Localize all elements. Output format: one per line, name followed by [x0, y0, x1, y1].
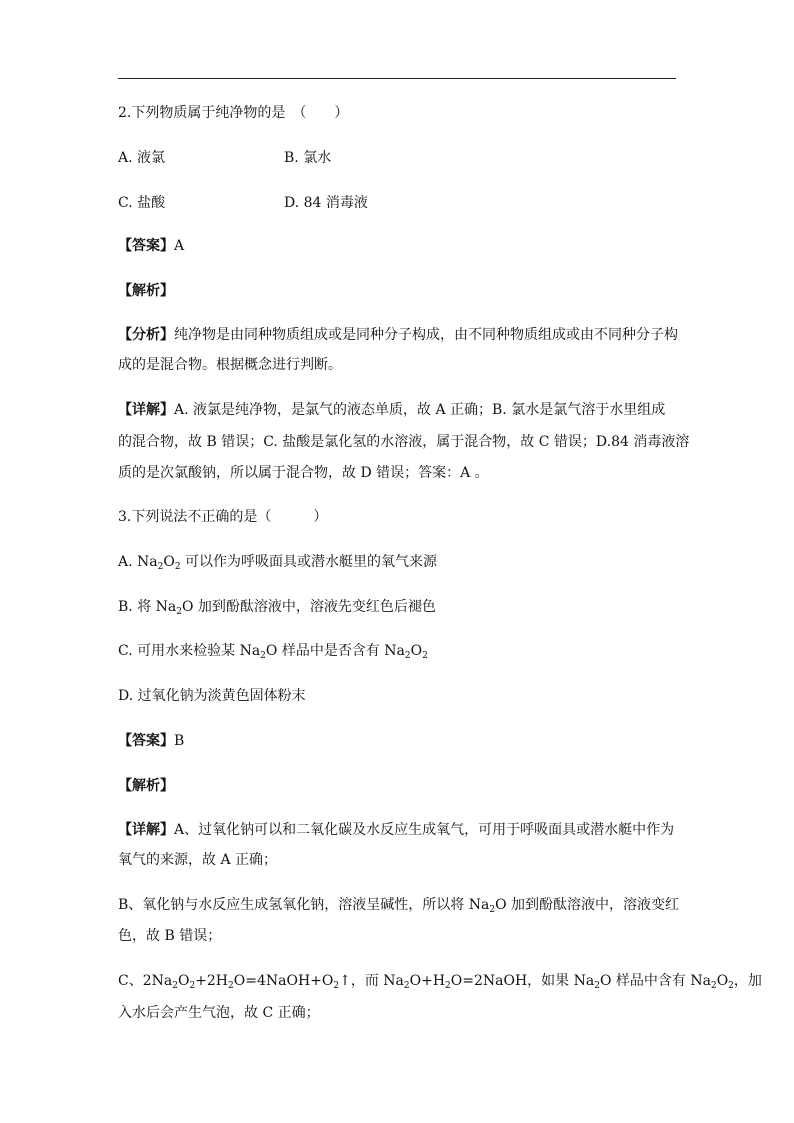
- q2-option-d: D. 84 消毒液: [284, 195, 368, 211]
- q2-fenxi-line-1: [118, 326, 678, 344]
- q3-option-b: B. 将 $Na_2O$ 加到酚酞溶液中，溶液先变红色后褪色: [118, 599, 436, 617]
- answer-tag: 【答案】: [118, 238, 174, 254]
- detail-text: A. 液氯是纯净物，是氯气的液态单质，故 A 正确；B. 氯水是氯气溶于水里组成: [174, 402, 666, 418]
- answer-value: B: [174, 733, 185, 749]
- q2-detail-line-3: 质的是次氯酸钠，所以属于混合物，故 D 错误；答案：A 。: [118, 465, 489, 481]
- q3-stem: 3.下列说法不正确的是（ ）: [118, 509, 328, 525]
- q2-answer: [118, 237, 184, 255]
- q3-detail-line-2: 氧气的来源，故 A 正确；: [118, 852, 278, 868]
- q3-option-d: D. 过氧化钠为淡黄色固体粉末: [118, 688, 306, 704]
- q3-detail-b-line-1: B、氧化钠与水反应生成氢氧化钠，溶液呈碱性，所以将 $Na_2O$ 加到酚酞溶液中，溶液变红: [118, 897, 680, 915]
- q3-detail-c-line-2: 入水后会产生气泡，故 C 正确；: [118, 1005, 320, 1021]
- answer-tag: 【答案】: [118, 733, 174, 749]
- header-rule: [118, 78, 676, 79]
- q3-answer: [118, 732, 184, 750]
- q2-option-b: B. 氯水: [284, 150, 332, 166]
- q2-option-c: C. 盐酸: [118, 195, 166, 211]
- fenxi-tag: 【分析】: [118, 327, 174, 343]
- q3-option-a: A. $Na_2O_2$ 可以作为呼吸面具或潜水艇里的氧气来源: [118, 554, 438, 572]
- q3-detail-c-line-1: C、$2Na_2O_2+2H_2O=4NaOH+O_2↑$，而 $Na_2O+H_2O=2NaOH$，如果 $Na_2O$ 样品中含有 $Na_2O_2$，加: [118, 973, 762, 991]
- q3-option-c: C. 可用水来检验某 $Na_2O$ 样品中是否含有 $Na_2O_2$: [118, 643, 428, 661]
- q3-analysis-tag: 【解析】: [118, 778, 174, 794]
- q2-detail-line-2: 的混合物，故 B 错误；C. 盐酸是氯化氢的水溶液，属于混合物，故 C 错误；D.84 消毒液溶: [118, 434, 690, 450]
- q2-analysis-tag: 【解析】: [118, 283, 174, 299]
- q3-detail-b-line-2: 色，故 B 错误；: [118, 928, 222, 944]
- q3-detail-line-1: [118, 821, 674, 839]
- q2-stem: 2.下列物质属于纯净物的是 （ ）: [118, 105, 349, 121]
- q2-fenxi-line-2: 成的是混合物。根据概念进行判断。: [118, 357, 342, 373]
- answer-value: A: [174, 238, 185, 254]
- detail-text: A、过氧化钠可以和二氧化碳及水反应生成氧气，可用于呼吸面具或潜水艇中作为: [174, 822, 675, 838]
- detail-tag: 【详解】: [118, 402, 174, 418]
- detail-tag: 【详解】: [118, 822, 174, 838]
- q2-detail-line-1: [118, 401, 665, 419]
- fenxi-text: 纯净物是由同种物质组成或是同种分子构成，由不同种物质组成或由不同种分子构: [174, 327, 678, 343]
- q2-option-a: A. 液氯: [118, 150, 166, 166]
